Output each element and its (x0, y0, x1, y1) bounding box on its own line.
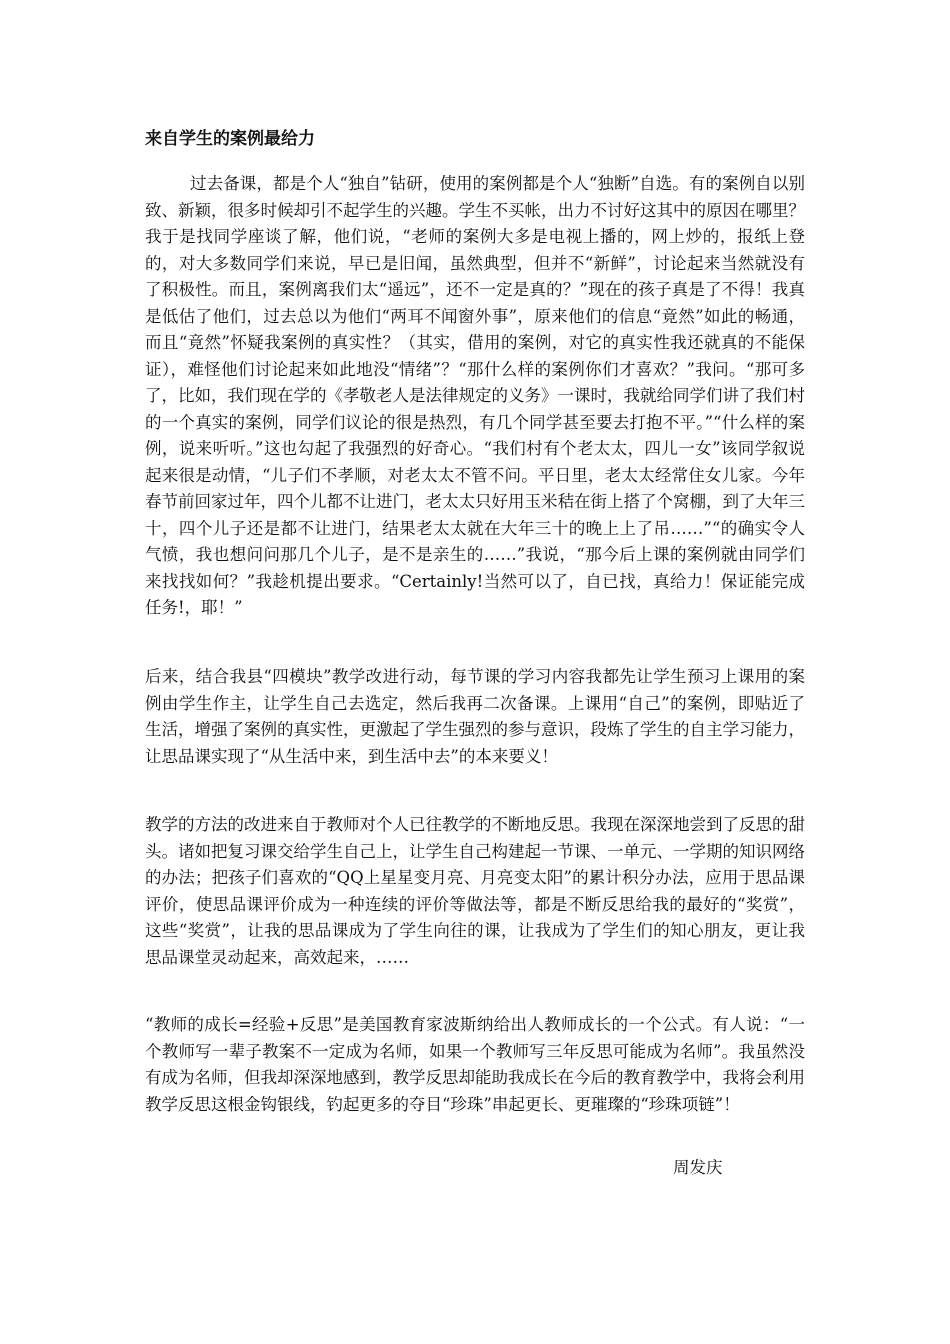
author-signature: 周发庆 (673, 1158, 723, 1177)
paragraph-3: 教学的方法的改进来自于教师对个人已往教学的不断地反思。我现在深深地尝到了反思的甜头。诸如把复习课交给学生自己上，让学生自己构建起一节课、一单元、一学期的知识网络的办法；把孩子们喜欢的“QQ上星星变月亮、月亮变太阳”的累计积分办法，应用于思品课评价，使思品课评价成为一种连续的评价等做法等，都是不断反思给我的最好的“奖赏”，这些“奖赏”，让我的思品课成为了学生向往的课，让我成为了学生们的知心朋友，更让我思品课堂灵动起来，高效起来，…… (145, 815, 805, 967)
paragraph-2: 后来，结合我县“四模块”教学改进行动，每节课的学习内容我都先让学生预习上课用的案例由学生作主，让学生自己去选定，然后我再二次备课。上课用“自己”的案例，即贴近了生活，增强了案例的真实性，更激起了学生强烈的参与意识，段炼了学生的自主学习能力，让思品课实现了“从生活中来，到生活中去”的本来要义！ (145, 667, 805, 766)
paragraph-1: 过去备课，都是个人“独自”钻研，使用的案例都是个人“独断”自选。有的案例自以别致、新颖，很多时候却引不起学生的兴趣。学生不买帐，出力不讨好这其中的原因在哪里？我于是找同学座谈了解，他们说，“老师的案例大多是电视上播的，网上炒的，报纸上登的，对大多数同学们来说，早已是旧闻，虽然典型，但并不“新鲜”，讨论起来当然就没有了积极性。而且，案例离我们太“遥远”，还不一定是真的？”现在的孩子真是了不得！我真是低估了他们，过去总以为他们“两耳不闻窗外事”，原来他们的信息“竟然”如此的畅通，而且“竟然”怀疑我案例的真实性？（其实，借用的案例，对它的真实性我还就真的不能保证），难怪他们讨论起来如此地没“情绪”？“那什么样的案例你们才喜欢？”我问。“那可多了，比如，我们现在学的《孝敬老人是法律规定的义务》一课时，我就给同学们讲了我们村的一个真实的案例，同学们议论的很是热烈，有几个同学甚至要去打抱不平。”“什么样的案例，说来听听。”这也勾起了我强烈的好奇心。“我们村有个老太太，四儿一女”该同学叙说起来很是动情，“儿子们不孝顺，对老太太不管不问。平日里，老太太经常住女儿家。今年春节前回家过年，四个儿都不让进门，老太太只好用玉米秸在街上搭了个窝棚，到了大年三十，四个儿子还是都不让进门，结果老太太就在大年三十的晚上上了吊……”“的确实令人气愤，我也想问问那几个儿子，是不是亲生的……”我说，“那今后上课的案例就由同学们来找找如何？”我趁机提出要求。“Certainly!当然可以了，自已找，真给力！保证能完成任务!，耶！” (145, 174, 805, 617)
document-title: 来自学生的案例最给力 (145, 129, 315, 149)
paragraph-4: “教师的成长=经验+反思”是美国教育家波斯纳给出人教师成长的一个公式。有人说：“一个教师写一辈子教案不一定成为名师，如果一个教师写三年反思可能成为名师”。我虽然没有成为名师，但我却深深地感到，教学反思却能助我成长在今后的教育教学中，我将会利用教学反思这根金钩银线，钓起更多的夺目“珍珠”串起更长、更璀璨的“珍珠项链”！ (145, 1015, 805, 1114)
